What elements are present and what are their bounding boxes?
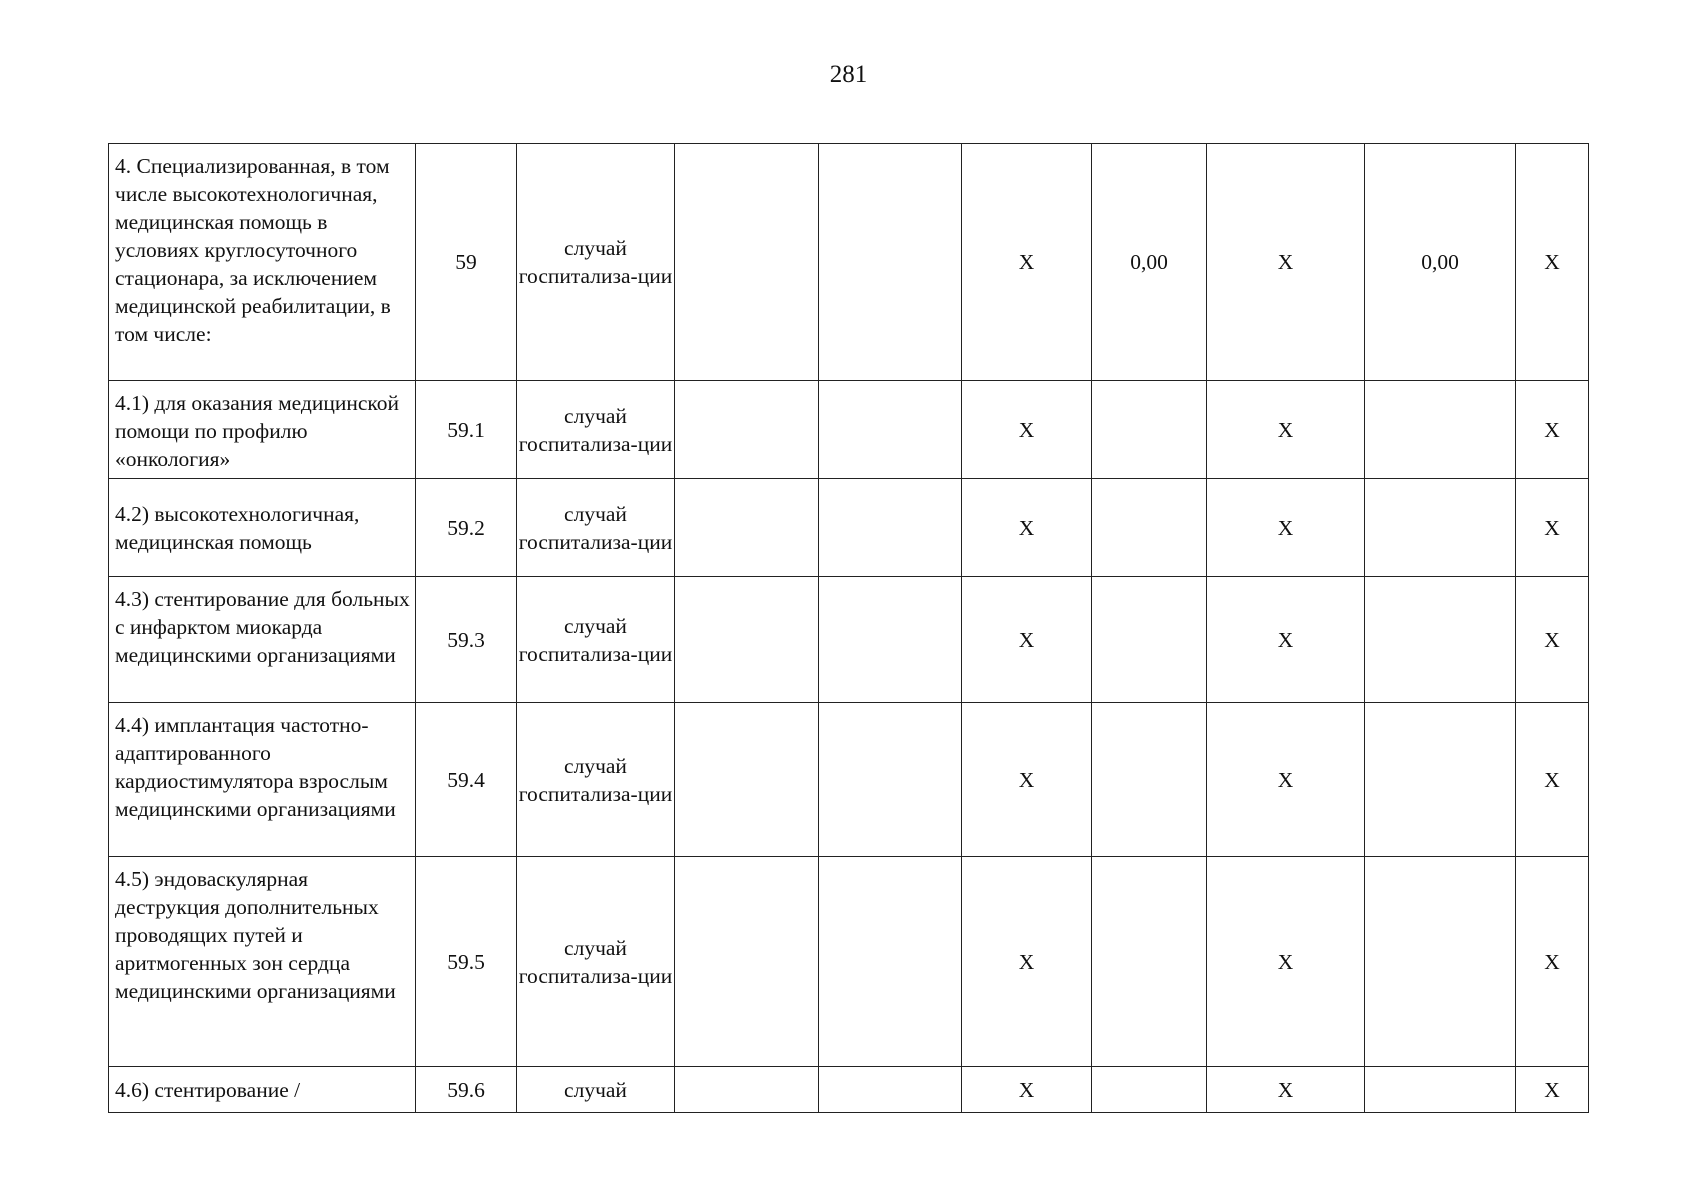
row-number: 59.5 bbox=[416, 857, 517, 1067]
row-description: 4.4) имплантация частотно-адаптированного кардиостимулятора взрослым медицинскими организациями bbox=[115, 713, 396, 821]
row-unit: случай госпитализа-ции bbox=[517, 479, 675, 577]
row-number: 59.1 bbox=[416, 381, 517, 479]
row-cell-5 bbox=[819, 479, 962, 577]
row-cell-6: X bbox=[962, 381, 1092, 479]
row-cell-9 bbox=[1365, 703, 1516, 857]
row-number: 59.3 bbox=[416, 577, 517, 703]
row-cell-7 bbox=[1092, 381, 1207, 479]
row-cell-7: 0,00 bbox=[1092, 144, 1207, 381]
row-cell-9 bbox=[1365, 479, 1516, 577]
row-cell-5 bbox=[819, 1067, 962, 1113]
row-unit: случай госпитализа-ции bbox=[517, 381, 675, 479]
row-cell-4 bbox=[675, 381, 819, 479]
table-row bbox=[109, 144, 1589, 381]
row-unit: случай госпитализа-ции bbox=[517, 857, 675, 1067]
row-number: 59.4 bbox=[416, 703, 517, 857]
row-cell-4 bbox=[675, 479, 819, 577]
row-cell-10: X bbox=[1516, 381, 1589, 479]
table-row bbox=[109, 703, 1589, 857]
row-cell-10: X bbox=[1516, 1067, 1589, 1113]
row-cell-7 bbox=[1092, 479, 1207, 577]
row-description: 4. Специализированная, в том числе высокотехнологичная, медицинская помощь в условиях круглосуточного стационара, за исключением медицинской реабилитации, в том числе: bbox=[115, 154, 391, 346]
row-number: 59 bbox=[416, 144, 517, 381]
row-cell-8: X bbox=[1207, 144, 1365, 381]
row-description: 4.1) для оказания медицинской помощи по профилю «онкология» bbox=[115, 391, 400, 471]
page-number: 281 bbox=[829, 61, 868, 88]
row-cell-8: X bbox=[1207, 1067, 1365, 1113]
row-cell-6: X bbox=[962, 577, 1092, 703]
row-cell-9 bbox=[1365, 1067, 1516, 1113]
row-description: 4.3) стентирование для больных с инфарктом миокарда медицинскими организациями bbox=[115, 587, 410, 667]
table-row bbox=[109, 857, 1589, 1067]
row-cell-8: X bbox=[1207, 857, 1365, 1067]
row-cell-5 bbox=[819, 857, 962, 1067]
row-unit: случай bbox=[517, 1067, 675, 1113]
row-cell-4 bbox=[675, 857, 819, 1067]
row-cell-5 bbox=[819, 144, 962, 381]
row-cell-9 bbox=[1365, 381, 1516, 479]
row-number: 59.6 bbox=[416, 1067, 517, 1113]
row-cell-6: X bbox=[962, 479, 1092, 577]
row-description: 4.5) эндоваскулярная деструкция дополнительных проводящих путей и аритмогенных зон сердца медицинскими организациями bbox=[115, 867, 396, 1003]
row-description-cell bbox=[109, 381, 416, 479]
row-description-cell bbox=[109, 144, 416, 381]
row-description: 4.2) высокотехнологичная, медицинская помощь bbox=[115, 501, 360, 554]
row-cell-9: 0,00 bbox=[1365, 144, 1516, 381]
row-unit: случай госпитализа-ции bbox=[517, 703, 675, 857]
row-cell-7 bbox=[1092, 857, 1207, 1067]
row-description-cell bbox=[109, 577, 416, 703]
row-description-cell bbox=[109, 857, 416, 1067]
row-description-cell bbox=[109, 703, 416, 857]
row-cell-6: X bbox=[962, 1067, 1092, 1113]
row-cell-5 bbox=[819, 703, 962, 857]
row-cell-5 bbox=[819, 577, 962, 703]
table-row bbox=[109, 577, 1589, 703]
row-cell-7 bbox=[1092, 703, 1207, 857]
row-cell-10: X bbox=[1516, 479, 1589, 577]
row-cell-9 bbox=[1365, 857, 1516, 1067]
row-cell-4 bbox=[675, 577, 819, 703]
row-cell-8: X bbox=[1207, 577, 1365, 703]
row-unit: случай госпитализа-ции bbox=[517, 577, 675, 703]
row-cell-7 bbox=[1092, 577, 1207, 703]
table-row bbox=[109, 479, 1589, 577]
row-cell-10: X bbox=[1516, 144, 1589, 381]
row-cell-8: X bbox=[1207, 703, 1365, 857]
row-cell-10: X bbox=[1516, 857, 1589, 1067]
row-cell-4 bbox=[675, 1067, 819, 1113]
table-row bbox=[109, 1067, 1589, 1113]
row-cell-6: X bbox=[962, 703, 1092, 857]
row-cell-10: X bbox=[1516, 577, 1589, 703]
row-description-cell bbox=[109, 1067, 416, 1113]
row-cell-4 bbox=[675, 703, 819, 857]
row-cell-5 bbox=[819, 381, 962, 479]
row-cell-6: X bbox=[962, 144, 1092, 381]
row-cell-8: X bbox=[1207, 479, 1365, 577]
row-cell-10: X bbox=[1516, 703, 1589, 857]
row-number: 59.2 bbox=[416, 479, 517, 577]
row-unit: случай госпитализа-ции bbox=[517, 144, 675, 381]
row-cell-7 bbox=[1092, 1067, 1207, 1113]
table-row bbox=[109, 381, 1589, 479]
row-cell-6: X bbox=[962, 857, 1092, 1067]
row-description-cell bbox=[109, 479, 416, 577]
row-description: 4.6) стентирование / bbox=[115, 1077, 301, 1102]
row-cell-4 bbox=[675, 144, 819, 381]
data-table bbox=[108, 143, 1589, 1113]
row-cell-8: X bbox=[1207, 381, 1365, 479]
row-cell-9 bbox=[1365, 577, 1516, 703]
